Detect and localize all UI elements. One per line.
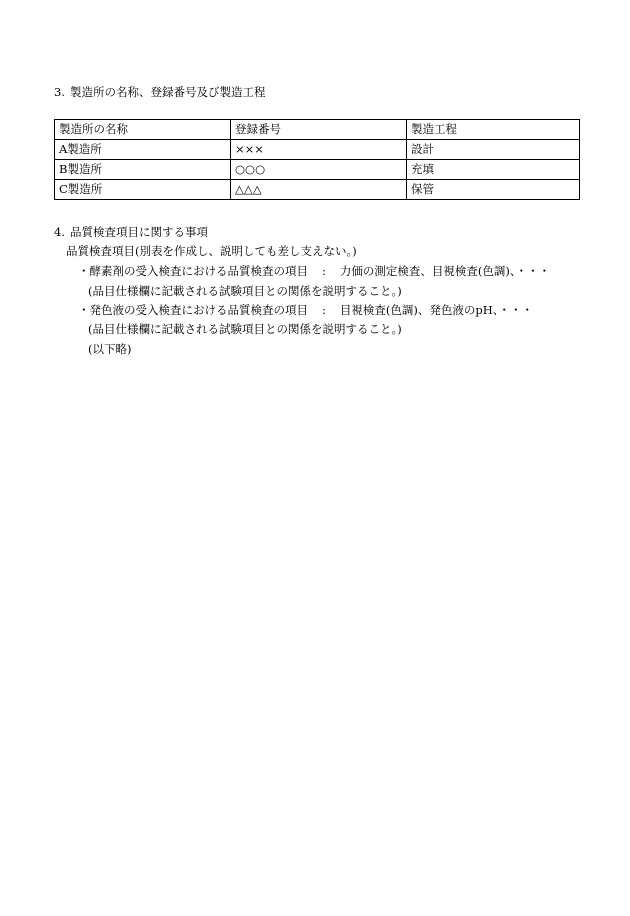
table-header-row (55, 120, 580, 140)
inspection-item-color-solution (78, 302, 533, 318)
table-cell: B製造所 (55, 160, 231, 180)
header-factory-name: 製造所の名称 (55, 120, 231, 140)
inspection-item-enzyme (78, 263, 550, 279)
inspection-item-label: ・酵素剤の受入検査における品質検査の項目 (78, 264, 308, 278)
inspection-item-label: ・発色液の受入検査における品質検査の項目 (78, 303, 308, 317)
table-cell: 保管 (407, 180, 580, 200)
section-3-title: 製造所の名称、登録番号及び製造工程 (70, 85, 266, 99)
table-cell: △△△ (231, 180, 407, 200)
section-4-title: 品質検査項目に関する事項 (70, 225, 208, 239)
section-3-number: 3. (54, 85, 65, 99)
table-cell: C製造所 (55, 180, 231, 200)
inspection-item-note: (品目仕様欄に記載される試験項目との関係を説明すること。) (88, 284, 402, 298)
inspection-item-value: 目視検査(色調)、発色液のpH、・・・ (339, 303, 533, 317)
inspection-item-note: (品目仕様欄に記載される試験項目との関係を説明すること。) (88, 322, 402, 336)
table-cell: ××× (231, 140, 407, 160)
omitted-note: (以下略) (88, 342, 132, 356)
header-manufacturing-process: 製造工程 (407, 120, 580, 140)
table-cell: ○○○ (231, 160, 407, 180)
factory-table (54, 119, 580, 200)
section-3-heading (54, 84, 266, 100)
header-registration-number: 登録番号 (231, 120, 407, 140)
table-row (55, 160, 580, 180)
table-cell: A製造所 (55, 140, 231, 160)
inspection-item-colon: : (322, 264, 326, 278)
table-cell: 設計 (407, 140, 580, 160)
section-4-intro: 品質検査項目(別表を作成し、説明しても差し支えない。) (66, 244, 357, 258)
table-row (55, 180, 580, 200)
section-4-number: 4. (54, 225, 65, 239)
inspection-item-value: 力価の測定検査、目視検査(色調)、・・・ (339, 264, 551, 278)
table-row (55, 140, 580, 160)
inspection-item-colon: : (322, 303, 326, 317)
table-cell: 充填 (407, 160, 580, 180)
section-4-heading (54, 224, 208, 240)
